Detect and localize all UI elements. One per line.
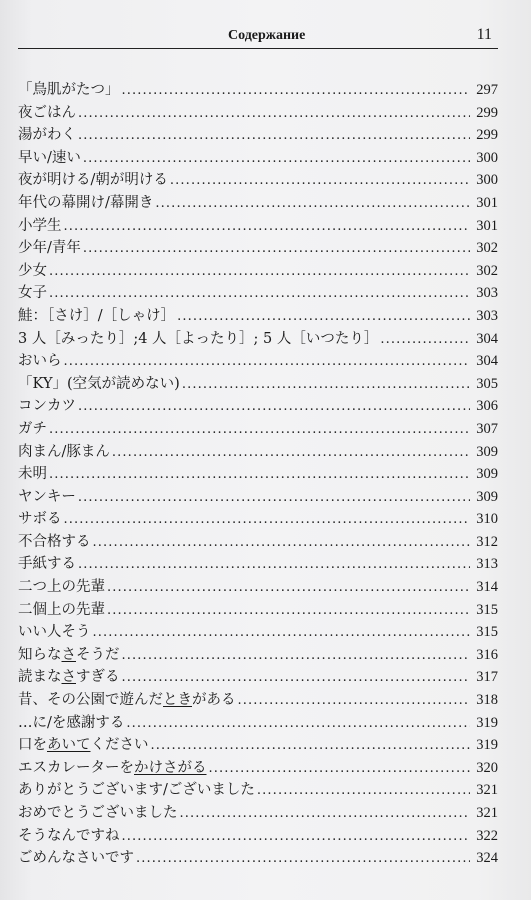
running-header (18, 26, 498, 48)
title-segment: 「KY」(空気が読めない) (18, 375, 180, 392)
toc-entry[interactable] (18, 350, 498, 373)
toc-entry[interactable] (18, 757, 498, 780)
title-segment: ごめんなさいです (18, 850, 134, 867)
toc-entry[interactable] (18, 734, 498, 757)
toc-entry-page: 304 (476, 353, 498, 370)
toc-entry-page: 309 (476, 443, 498, 460)
underlined-segment: あいて (47, 737, 91, 754)
toc-entry-page: 301 (476, 217, 498, 234)
toc-entry-title (18, 328, 378, 351)
dot-leader (93, 531, 471, 554)
toc-entry-page: 302 (476, 240, 498, 257)
dot-leader (155, 192, 470, 215)
toc-entry-title (18, 260, 47, 283)
toc-entry-page: 312 (476, 533, 498, 550)
toc-entry-title (18, 79, 120, 102)
dot-leader (136, 847, 470, 870)
header-title: Содержание (228, 28, 306, 43)
toc-entry-title (18, 395, 76, 418)
toc-entry-page: 297 (476, 82, 498, 98)
toc-entry-title (18, 282, 47, 305)
toc-entry-title (18, 102, 76, 125)
toc-entry-title (18, 305, 175, 328)
toc-entry[interactable] (18, 328, 498, 351)
toc-entry-page: 299 (476, 127, 498, 144)
title-segment: 口を (18, 737, 47, 754)
dot-leader (122, 666, 471, 689)
title-segment: …に/を感謝する (18, 714, 125, 731)
title-segment: 早い/速い (18, 149, 81, 166)
title-segment: 不合格する (18, 533, 91, 550)
toc-entry-title (18, 644, 120, 667)
title-segment: ください (90, 737, 149, 754)
toc-entry-page: 302 (476, 262, 498, 279)
toc-entry-title (18, 441, 110, 464)
toc-entry-title (18, 847, 134, 870)
toc-entry-title (18, 237, 81, 260)
title-segment: ガチ (18, 420, 47, 437)
dot-leader (107, 599, 470, 622)
toc-entry-title (18, 486, 76, 509)
toc-entry[interactable] (18, 102, 498, 125)
toc-entry[interactable] (18, 418, 498, 441)
toc-entry-page: 309 (476, 466, 498, 483)
toc-entry-page: 315 (476, 624, 498, 641)
toc-entry-title (18, 147, 81, 170)
dot-leader (182, 373, 470, 396)
toc-entry[interactable] (18, 373, 498, 396)
toc-entry-title (18, 689, 236, 712)
title-segment: 夜ごはん (18, 104, 76, 121)
toc-entry-page: 316 (476, 646, 498, 663)
toc-entry[interactable] (18, 553, 498, 576)
toc-entry-page: 315 (476, 601, 498, 618)
underlined-segment: さ (61, 669, 76, 686)
toc-entry-page: 319 (476, 714, 498, 731)
toc-entry-page: 318 (476, 692, 498, 709)
dot-leader (49, 418, 470, 441)
toc-entry-title (18, 350, 62, 373)
dot-leader (180, 802, 471, 825)
toc-entry[interactable] (18, 395, 498, 418)
toc-entry-title (18, 373, 180, 396)
toc-entry[interactable] (18, 192, 498, 215)
title-segment: がある (192, 692, 236, 709)
toc-entry[interactable] (18, 508, 498, 531)
toc-entry-title (18, 779, 255, 802)
dot-leader (49, 260, 470, 283)
toc-entry[interactable] (18, 124, 498, 147)
toc-entry-page: 305 (476, 375, 498, 392)
toc-entry[interactable] (18, 779, 498, 802)
toc-entry[interactable] (18, 79, 498, 102)
title-segment: 小学生 (18, 217, 62, 234)
title-segment: そうだ (76, 646, 120, 663)
toc-entry[interactable] (18, 847, 498, 870)
toc-entry-page: 319 (476, 737, 498, 754)
dot-leader (122, 644, 471, 667)
toc-entry-title (18, 734, 149, 757)
toc-entry[interactable] (18, 237, 498, 260)
dot-leader (49, 282, 470, 305)
dot-leader (78, 124, 470, 147)
toc-entry[interactable] (18, 169, 498, 192)
toc-entry[interactable] (18, 689, 498, 712)
header-page-number: 11 (476, 26, 492, 43)
toc-entry[interactable] (18, 712, 498, 735)
dot-leader (170, 169, 470, 192)
toc-entry-title (18, 418, 47, 441)
toc-entry-page: 306 (476, 398, 498, 415)
toc-entry[interactable] (18, 666, 498, 689)
toc-entry-title (18, 757, 207, 780)
toc-entry-page: 309 (476, 488, 498, 505)
toc-entry-page: 310 (476, 511, 498, 528)
toc-entry[interactable] (18, 282, 498, 305)
toc-entry-title (18, 802, 178, 825)
dot-leader (151, 734, 471, 757)
toc-entry-page: 300 (476, 149, 498, 166)
title-segment: 手紙する (18, 556, 76, 573)
dot-leader (49, 463, 470, 486)
title-segment: 少年/青年 (18, 240, 81, 257)
dot-leader (78, 486, 470, 509)
toc-entry[interactable] (18, 441, 498, 464)
title-segment: 鮭：［さけ］/［しゃけ］ (18, 307, 176, 324)
dot-leader (83, 147, 470, 170)
toc-entry-page: 299 (476, 104, 498, 121)
title-segment: 女子 (18, 285, 47, 302)
dot-leader (257, 779, 470, 802)
dot-leader (83, 237, 470, 260)
toc-entry-page: 314 (476, 579, 498, 596)
toc-entry-page: 321 (476, 805, 498, 821)
title-segment: そうなんですね (18, 827, 120, 844)
toc-entry[interactable] (18, 463, 498, 486)
dot-leader (64, 508, 471, 531)
title-segment: 少女 (18, 262, 47, 279)
toc-entry-page: 303 (476, 307, 498, 324)
toc-entry-title (18, 666, 120, 689)
dot-leader (122, 79, 471, 102)
title-segment: 昔、その公園で遊んだ (18, 692, 163, 709)
title-segment: 肉まん/豚まん (18, 443, 110, 460)
title-segment: 二つ上の先輩 (18, 579, 105, 596)
dot-leader (78, 395, 470, 418)
title-segment: おいら (18, 353, 62, 370)
toc-entry-page: 321 (476, 782, 498, 799)
underlined-segment: とき (163, 692, 192, 709)
dot-leader (78, 102, 470, 125)
toc-entry-page: 322 (476, 827, 498, 844)
title-segment: 湯がわく (18, 127, 76, 144)
toc-entry[interactable] (18, 260, 498, 283)
table-of-contents (18, 79, 498, 870)
toc-entry-title (18, 124, 76, 147)
toc-entry[interactable] (18, 825, 498, 848)
toc-entry-title (18, 621, 91, 644)
dot-leader (64, 350, 471, 373)
toc-entry-page: 301 (476, 194, 498, 211)
toc-entry-title (18, 825, 120, 848)
toc-entry[interactable] (18, 305, 498, 328)
title-segment: 3 人［みったり］;4 人［よったり］; 5 人［いつたり］ (18, 330, 379, 347)
toc-entry-page: 317 (476, 669, 498, 686)
title-segment: おめでとうございました (18, 805, 178, 821)
dot-leader (209, 757, 471, 780)
toc-entry-title (18, 169, 168, 192)
toc-entry-title (18, 576, 105, 599)
title-segment: 夜が明ける/朝が明ける (18, 172, 168, 189)
toc-entry[interactable] (18, 621, 498, 644)
title-segment: 二個上の先輩 (18, 601, 105, 618)
underlined-segment: かけさがる (134, 759, 207, 776)
toc-entry-title (18, 531, 91, 554)
dot-leader (122, 825, 471, 848)
toc-entry-title (18, 553, 76, 576)
dot-leader (238, 689, 471, 712)
toc-entry[interactable] (18, 147, 498, 170)
dot-leader (126, 712, 470, 735)
dot-leader (177, 305, 470, 328)
toc-entry-page: 307 (476, 420, 498, 437)
toc-entry-title (18, 463, 47, 486)
title-segment: いい人そう (18, 624, 91, 641)
toc-entry[interactable] (18, 531, 498, 554)
toc-entry[interactable] (18, 599, 498, 622)
toc-entry-title (18, 192, 153, 215)
header-rule (18, 48, 498, 49)
title-segment: 読まな (18, 669, 62, 686)
toc-entry-page: 303 (476, 285, 498, 302)
toc-entry[interactable] (18, 644, 498, 667)
toc-entry-page: 320 (476, 759, 498, 776)
title-segment: ヤンキー (18, 488, 76, 505)
toc-entry-title (18, 215, 62, 238)
toc-entry-page: 324 (476, 850, 498, 867)
toc-entry-title (18, 508, 62, 531)
title-segment: サボる (18, 511, 62, 528)
toc-entry[interactable] (18, 215, 498, 238)
toc-entry[interactable] (18, 576, 498, 599)
toc-entry-title (18, 712, 124, 735)
toc-entry[interactable] (18, 802, 498, 825)
toc-entry-page: 300 (476, 172, 498, 189)
title-segment: エスカレーターを (18, 759, 134, 776)
toc-entry-page: 313 (476, 556, 498, 573)
dot-leader (107, 576, 470, 599)
dot-leader (64, 215, 471, 238)
dot-leader (93, 621, 471, 644)
toc-entry-page: 304 (476, 330, 498, 347)
toc-entry-title (18, 599, 105, 622)
title-segment: コンカツ (18, 398, 76, 415)
dot-leader (78, 553, 470, 576)
underlined-segment: さ (61, 646, 76, 663)
title-segment: すぎる (76, 669, 120, 686)
title-segment: 未明 (18, 466, 47, 483)
title-segment: 年代の幕開け/幕開き (18, 194, 154, 211)
title-segment: ありがとうございます/ございました (18, 782, 255, 799)
dot-leader (112, 441, 470, 464)
title-segment: 知らな (18, 646, 62, 663)
dot-leader (380, 328, 470, 351)
toc-entry[interactable] (18, 486, 498, 509)
title-segment: 「鳥肌がたつ」 (18, 82, 120, 98)
